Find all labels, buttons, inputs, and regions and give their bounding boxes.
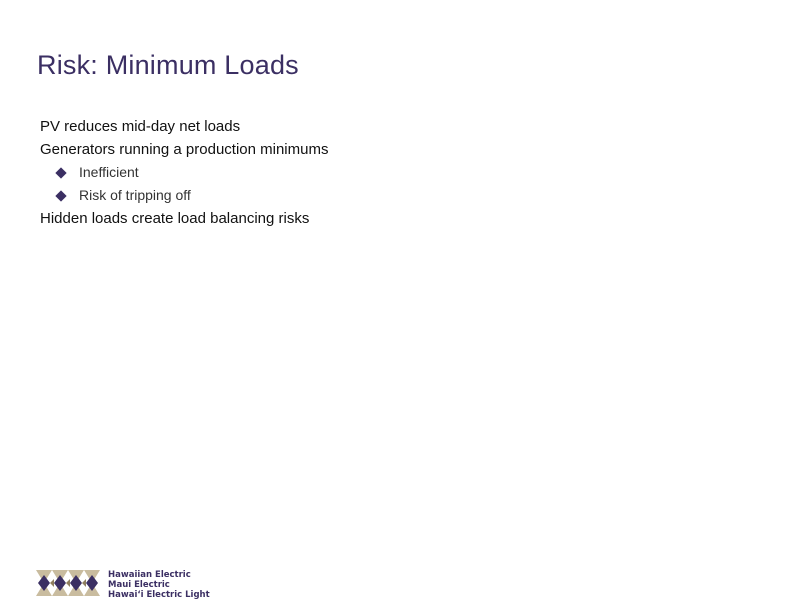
diamond-bullet-icon xyxy=(55,190,66,201)
sub-bullet-item xyxy=(40,184,328,207)
sub-bullet-item xyxy=(40,161,328,184)
logo-line: Hawai‘i Electric Light xyxy=(108,590,210,600)
sub-bullet-text: Inefficient xyxy=(79,164,139,180)
logo-line: Hawaiian Electric xyxy=(108,570,191,580)
slide-title: Risk: Minimum Loads xyxy=(37,50,299,80)
bullet-list xyxy=(40,115,328,230)
bullet-item: PV reduces mid-day net loads xyxy=(40,118,241,135)
bullet-item: Generators running a production minimums xyxy=(40,141,329,158)
logo-wordmark xyxy=(108,570,210,600)
bullet-item: Hidden loads create load balancing risks xyxy=(40,210,310,227)
diamond-bullet-icon xyxy=(55,167,66,178)
company-logo xyxy=(36,570,236,600)
sub-bullet-text: Risk of tripping off xyxy=(79,187,191,203)
logo-mark-icon xyxy=(36,570,100,596)
logo-line: Maui Electric xyxy=(108,580,170,590)
